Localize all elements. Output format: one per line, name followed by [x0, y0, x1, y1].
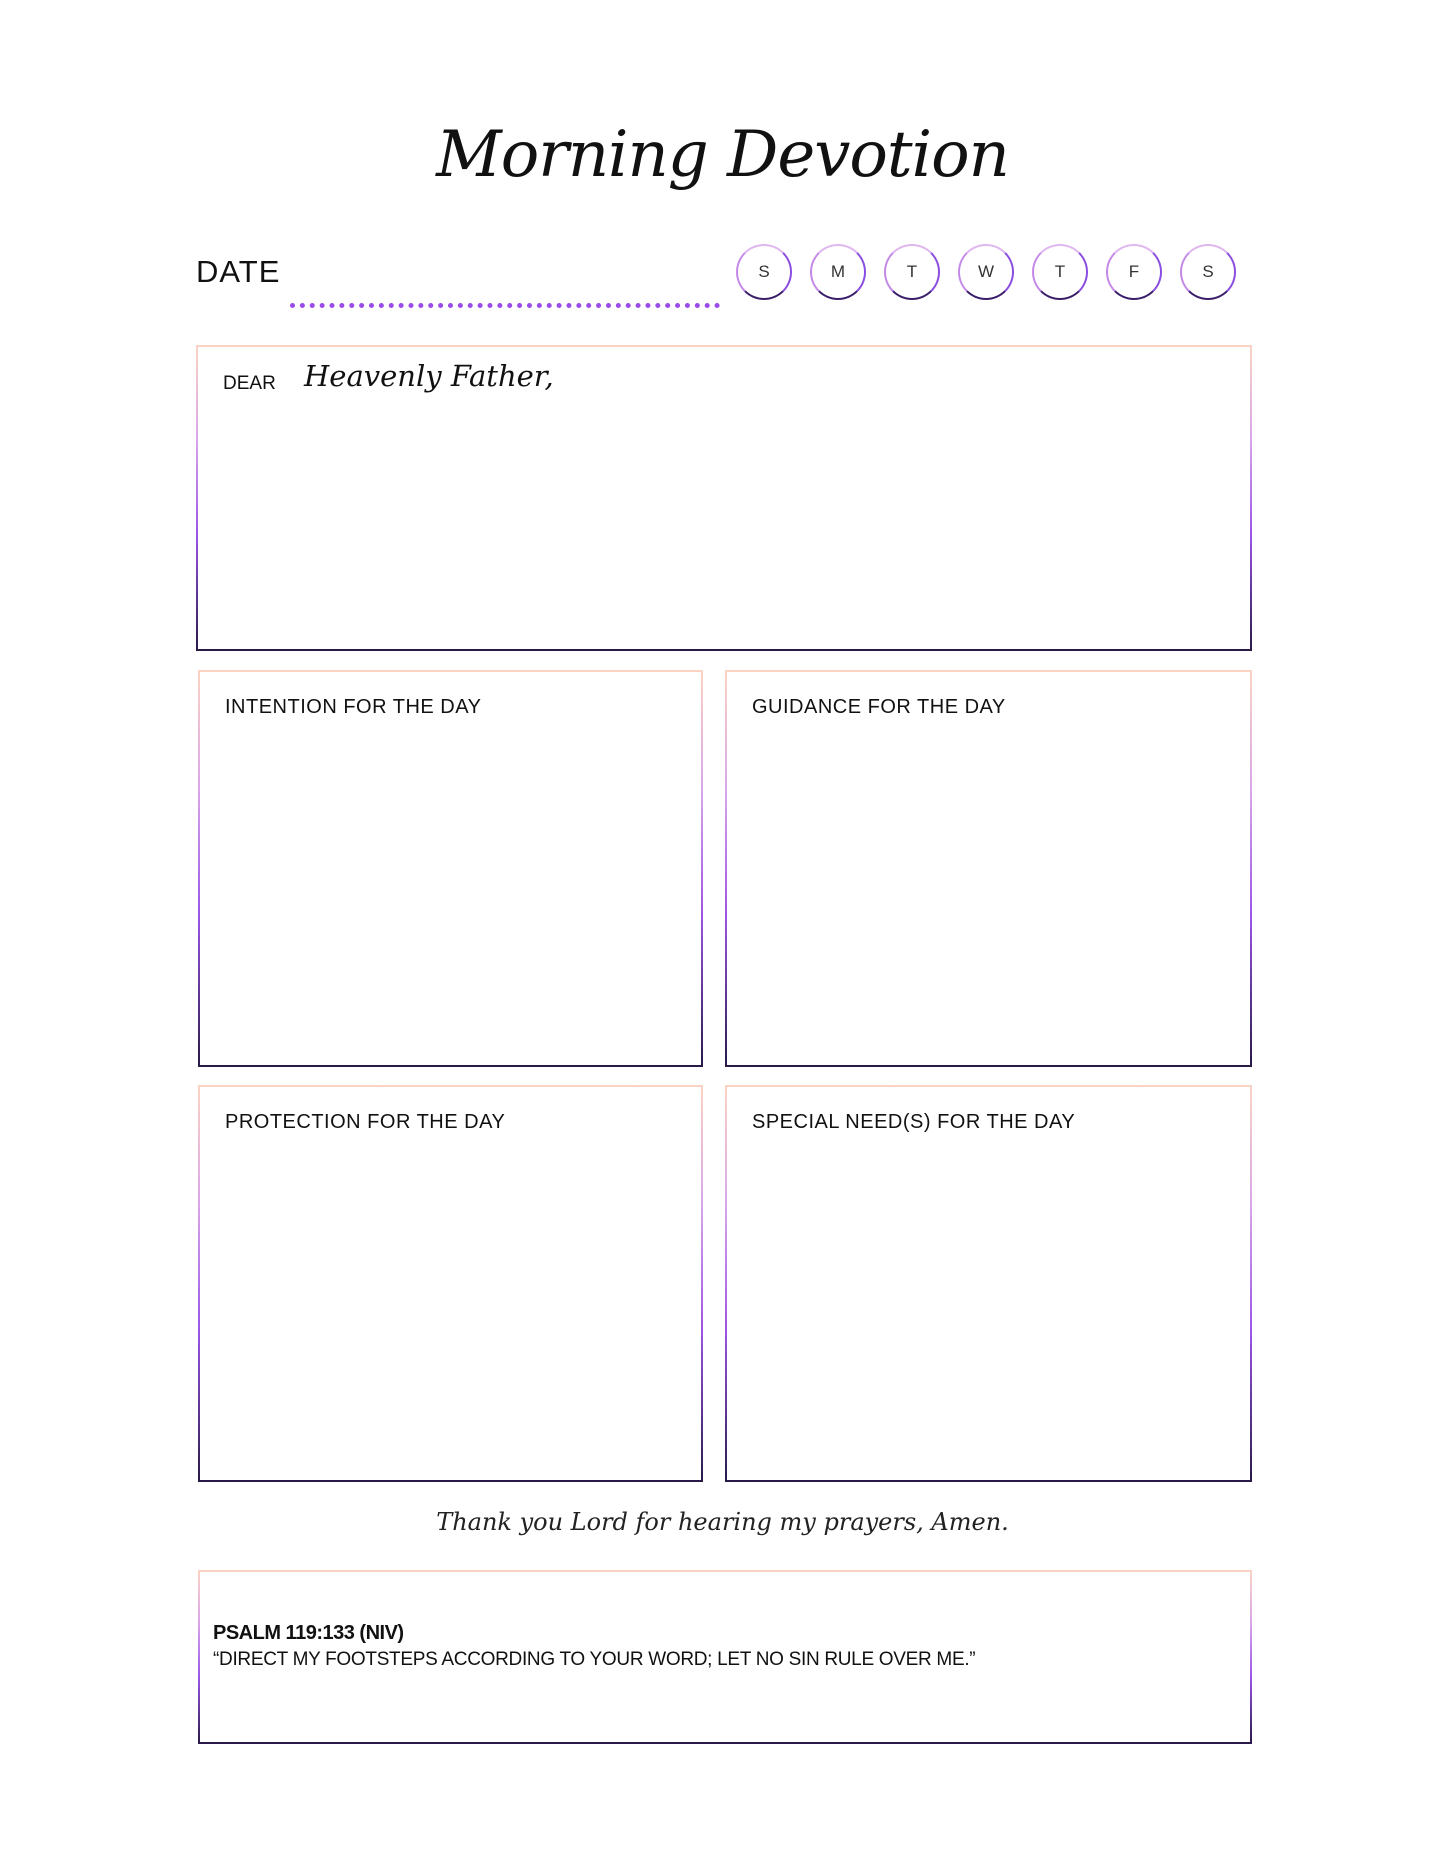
weekday-friday[interactable]: F [1106, 244, 1162, 300]
intention-label: INTENTION FOR THE DAY [225, 696, 482, 718]
verse-text: “DIRECT MY FOOTSTEPS ACCORDING TO YOUR WORD; LET NO SIN RULE OVER ME.” [213, 1649, 976, 1670]
weekday-monday[interactable]: M [810, 244, 866, 300]
weekday-thursday[interactable]: T [1032, 244, 1088, 300]
weekday-tuesday[interactable]: T [884, 244, 940, 300]
guidance-label: GUIDANCE FOR THE DAY [752, 696, 1006, 718]
salutation-text: Heavenly Father, [304, 359, 554, 393]
special-needs-label: SPECIAL NEED(S) FOR THE DAY [752, 1111, 1076, 1133]
special-needs-box[interactable] [725, 1085, 1252, 1482]
page-title: Morning Devotion [436, 118, 1009, 192]
protection-label: PROTECTION FOR THE DAY [225, 1111, 506, 1133]
verse-box [198, 1570, 1252, 1744]
protection-box[interactable] [198, 1085, 703, 1482]
dear-box[interactable] [196, 345, 1252, 651]
weekday-sunday[interactable]: S [736, 244, 792, 300]
guidance-box[interactable] [725, 670, 1252, 1067]
date-label: DATE [196, 254, 281, 289]
weekday-wednesday[interactable]: W [958, 244, 1014, 300]
weekday-saturday[interactable]: S [1180, 244, 1236, 300]
closing-prayer: Thank you Lord for hearing my prayers, Amen. [436, 1508, 1009, 1536]
dear-label: DEAR [223, 373, 276, 394]
intention-box[interactable] [198, 670, 703, 1067]
verse-reference: PSALM 119:133 (NIV) [213, 1622, 404, 1644]
date-field[interactable] [290, 303, 720, 308]
